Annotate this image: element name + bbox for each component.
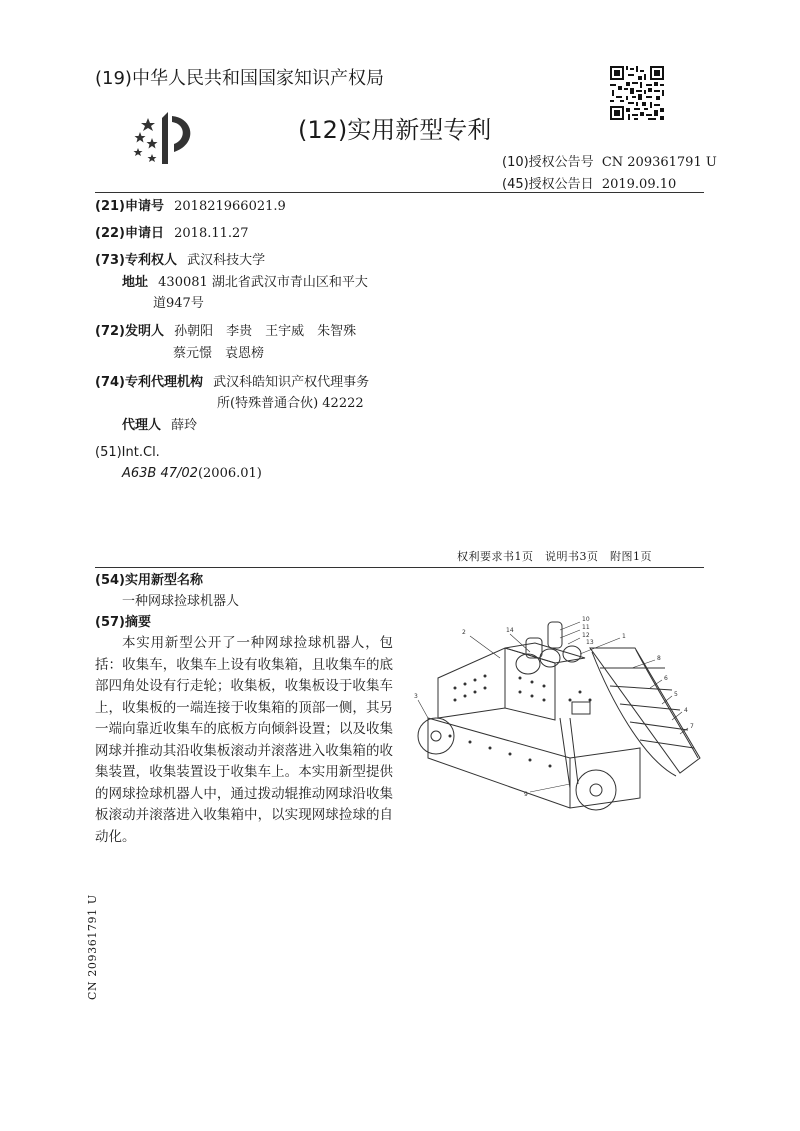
application-number-label: (21)申请号 [95,199,164,214]
collection-box [438,648,555,720]
cnipa-logo-icon [128,108,208,170]
figure-label-3: 3 [414,693,418,700]
document-type: (12)实用新型专利 [298,116,492,144]
figure-label-5: 5 [674,691,678,698]
figure-label-7: 7 [690,723,694,730]
publication-number-label: (10)授权公告号 [502,155,594,170]
application-date-value: 2018.11.27 [174,226,249,241]
application-number-row [95,198,286,216]
ipc-label: (51)Int.Cl. [95,445,160,460]
figure-label-9: 9 [524,791,528,798]
publication-date-value: 2019.09.10 [601,177,677,192]
office-title: (19)中华人民共和国国家知识产权局 [95,68,384,89]
application-date-row [95,225,249,243]
figure-label-6: 6 [664,675,668,682]
patentee-row [95,252,265,270]
ipc-label-row [95,444,160,462]
patentee-value: 武汉科技大学 [187,253,266,268]
header-divider [95,192,704,193]
agency-line-2: 所(特殊普通合伙) 42222 [217,396,364,411]
ipc-code: A63B 47/02 [122,466,198,481]
page-counts: 权利要求书1页 说明书3页 附图1页 [457,550,652,563]
address-label: 地址 [122,275,149,290]
abstract-text: 本实用新型公开了一种网球捡球机器人，包括：收集车，收集车上设有收集箱，且收集车的底部四角处设有行走轮；收集板，收集板设于收集车上，收集板的一端连接于收集箱的顶部一侧，其另一端向靠近收集车的底板方向倾斜设置；以及收集网球并推动其沿收集板滚动并滚落进入收集箱的收集装置，收集装置设于收集车上。本实用新型提供的网球捡球机器人中，通过拨动辊推动网球沿收集板滚动并滚落进入收集箱中，以实现网球捡球的自动化。 [95,635,393,845]
roller [516,654,540,674]
inventors-line-1: 孙朝阳 李贵 王宇威 朱智殊 [174,324,357,339]
agent-value: 薛玲 [171,418,198,433]
ipc-class-row [122,465,262,483]
publication-date-row [502,173,676,192]
qr-code-icon [610,66,664,120]
figure-label-2: 2 [462,629,466,636]
figure-label-13: 13 [586,639,594,646]
figure-label-14: 14 [506,627,514,634]
figure-label-1: 1 [622,633,626,640]
inventors-line-2: 蔡元憬 袁恩榜 [173,346,265,361]
figure-label-10: 10 [582,616,590,623]
publication-date-label: (45)授权公告日 [502,177,594,192]
publication-number-value: CN 209361791 U [601,155,717,170]
pages-divider [95,567,704,568]
application-number-value: 201821966021.9 [174,199,286,214]
abstract-label: (57)摘要 [95,615,151,630]
cart-body [428,718,640,808]
agency-label: (74)专利代理机构 [95,375,203,390]
address-line-2: 道947号 [153,296,204,311]
agency-row [95,374,369,392]
application-date-label: (22)申请日 [95,226,164,241]
agent-row [122,417,197,435]
agency-line-1: 武汉科皓知识产权代理事务 [213,375,370,390]
address-line-1: 430081 湖北省武汉市青山区和平大 [158,275,368,290]
agent-label: 代理人 [122,418,162,433]
robot-drawing-figure [410,608,706,816]
patentee-label: (73)专利权人 [95,253,177,268]
figure-label-4: 4 [684,707,688,714]
figure-label-8: 8 [657,655,661,662]
side-publication-number: CN 209361791 U [86,894,99,1000]
publication-number-row [502,151,717,170]
address-row [122,274,368,292]
figure-label-11: 11 [582,624,590,631]
ipc-version: (2006.01) [197,466,262,481]
inventors-label: (72)发明人 [95,324,164,339]
inventors-row [95,323,356,341]
utility-model-title-label: (54)实用新型名称 [95,573,203,588]
figure-label-12: 12 [582,632,590,639]
utility-model-title: 一种网球捡球机器人 [122,594,240,609]
